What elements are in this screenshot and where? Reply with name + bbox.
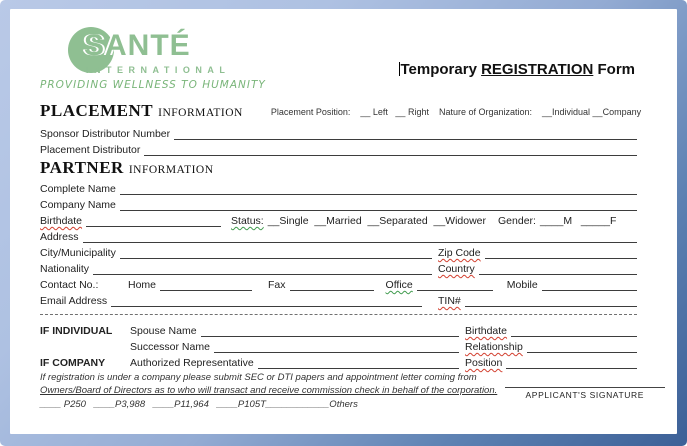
placement-position-options [271,107,641,120]
bottom-section [40,372,644,413]
zip-label: Zip Code [438,247,481,259]
tin-label: TIN# [438,295,461,307]
mobile-label: Mobile [506,279,538,291]
dashed-separator [40,314,637,315]
gender-label: Gender: [498,215,536,227]
successor-name-label: Successor Name [130,341,210,353]
placement-section-heading [40,101,642,120]
office-label: Office [385,279,413,291]
position-label: Position [465,357,503,369]
notes-block [40,372,497,413]
placement-distributor-blank[interactable] [144,144,637,156]
if-individual-label: IF INDIVIDUAL [40,325,113,337]
placement-heading-sub: INFORMATION [158,107,243,119]
logo-brand-text: SANTÉ [84,29,191,62]
org-nature-label: Nature of Organization: [438,107,533,117]
placement-heading-main: PLACEMENT [40,101,154,120]
tin-blank[interactable] [465,295,637,307]
partner-section-heading [40,158,637,177]
partner-heading-main: PARTNER [40,158,124,177]
authorized-rep-label: Authorized Representative [130,357,254,369]
spouse-name-blank[interactable] [201,325,459,337]
company-name-blank[interactable] [120,199,637,211]
authorized-rep-blank[interactable] [258,357,459,369]
country-label: Country [438,263,475,275]
form-title [310,61,637,101]
address-blank[interactable] [83,231,637,243]
email-tin-row [40,291,637,307]
successor-name-blank[interactable] [214,341,459,353]
if-company-label: IF COMPANY [40,357,106,369]
address-row [40,227,637,243]
birthdate-blank[interactable] [86,215,221,227]
office-blank[interactable] [417,279,493,291]
partner-heading-sub: INFORMATION [128,164,214,176]
complete-name-label: Complete Name [40,183,116,195]
title-suffix: Form [593,61,635,78]
birthdate-status-row [40,211,637,227]
spouse-row [40,321,637,337]
address-label: Address [40,231,79,243]
country-blank[interactable] [479,263,637,275]
placement-position-label: Placement Position: [270,107,351,117]
city-blank[interactable] [120,247,432,259]
status-label: Status: [231,215,264,227]
signature-line[interactable] [505,387,665,388]
fax-label: Fax [268,279,286,291]
fax-blank[interactable] [290,279,374,291]
registration-form-page [10,9,677,434]
complete-name-row [40,179,637,195]
contact-row [40,275,637,291]
spouse-birthdate-label: Birthdate [465,325,508,337]
birthdate-label: Birthdate [40,215,83,227]
home-label: Home [128,279,157,291]
company-name-row [40,195,637,211]
relationship-blank[interactable] [527,341,637,353]
company-rep-row [40,353,637,369]
position-blank[interactable] [506,357,637,369]
text-cursor [399,62,400,76]
logo-subbrand-text: INTERNATIONAL [86,65,231,75]
mobile-blank[interactable] [542,279,637,291]
status-choices[interactable]: __Single __Married __Separated __Widower [267,215,487,227]
note-line-2: Owners/Board of Directors as to who will transact and receive commission check in behalf of the corporation. [40,385,498,396]
city-label: City/Municipality [40,247,116,259]
title-emphasis: REGISTRATION [481,61,594,78]
placement-distributor-row [40,140,637,156]
spouse-birthdate-blank[interactable] [511,325,637,337]
company-name-label: Company Name [40,199,116,211]
zip-blank[interactable] [485,247,637,259]
successor-row [40,337,637,353]
home-blank[interactable] [160,279,252,291]
sponsor-number-row [40,124,637,140]
contact-label: Contact No.: [40,279,99,291]
form-header [40,13,637,101]
sponsor-number-blank[interactable] [174,128,637,140]
relationship-label: Relationship [465,341,523,353]
nationality-label: Nationality [40,263,90,275]
nationality-blank[interactable] [93,263,432,275]
org-nature-choices[interactable]: __Individual __Company [542,107,642,117]
signature-block [497,372,672,413]
sponsor-number-label: Sponsor Distributor Number [40,128,171,140]
logo-tagline: PROVIDING WELLNESS TO HUMANITY [40,79,266,91]
email-label: Email Address [40,295,108,307]
placement-distributor-label: Placement Distributor [40,144,141,156]
placement-position-choices[interactable]: __ Left __ Right [360,107,429,117]
email-blank[interactable] [111,295,422,307]
price-options[interactable]: ____ P250 ____P3,988 ____P11,964 ____P105T____________Others [40,399,358,410]
title-prefix: Temporary [400,61,482,78]
signature-label: APPLICANT'S SIGNATURE [525,390,644,400]
note-line-1: If registration is under a company please submit SEC or DTI papers and appointment letter coming from [40,372,477,383]
sante-international-logo [40,13,310,101]
nationality-country-row [40,259,637,275]
city-zip-row [40,243,637,259]
gender-choices[interactable]: ____M _____F [539,215,617,227]
spouse-name-label: Spouse Name [130,325,197,337]
complete-name-blank[interactable] [120,183,637,195]
